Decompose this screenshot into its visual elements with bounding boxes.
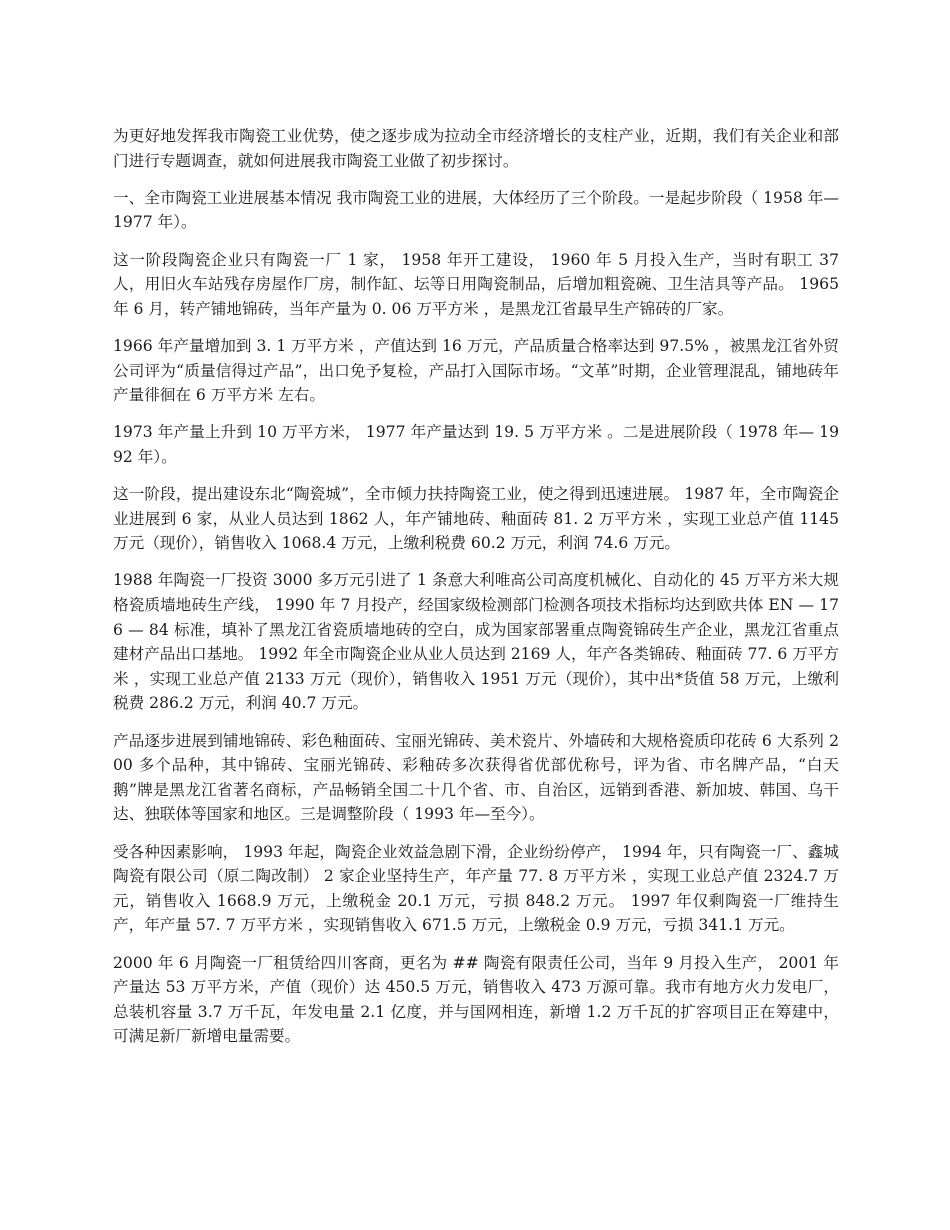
paragraph-stage-three: 受各种因素影响， 1993 年起，陶瓷企业效益急剧下滑，企业纷纷停产， 1994 年，只有陶瓷一厂、鑫城陶瓷有限公司（原二陶改制） 2 家企业坚持生产，年产量 77. 8 万平方米 ，实现工业总产值 2324.7 万元，销售收入 1668.9 万元，上缴税金 20.1 万元，亏损 848.2 万元。 1997 年仅剩陶瓷一厂维持生产，年产量 57. 7 万平方米 ，实现销售收入 671.5 万元，上缴税金 0.9 万元，亏损 341.1 万元。: [113, 842, 839, 935]
paragraph-stage-one: 这一阶段陶瓷企业只有陶瓷一厂 1 家， 1958 年开工建设， 1960 年 5 月投入生产，当时有职工 37 人，用旧火车站残存房屋作厂房，制作缸、坛等日用陶瓷制品，后增加粗瓷碗、卫生洁具等产品。 1965 年 6 月，转产铺地锦砖，当年产量为 0. 06 万平方米 ，是黑龙江省最早生产锦砖的厂家。: [113, 250, 839, 318]
document-body: [113, 124, 839, 1062]
paragraph-products: 产品逐步进展到铺地锦砖、彩色釉面砖、宝丽光锦砖、美术瓷片、外墙砖和大规格瓷质印花砖 6 大系列 200 多个品种，其中锦砖、宝丽光锦砖、彩釉砖多次获得省优部优称号，评为省、市名牌产品，“白天鹅”牌是黑龙江省著名商标，产品畅销全国二十几个省、市、自治区，远销到香港、新加坡、韩国、乌干达、独联体等国家和地区。三是调整阶段（ 1993 年—至今）。: [113, 731, 839, 824]
paragraph-1988: 1988 年陶瓷一厂投资 3000 多万元引进了 1 条意大利唯高公司高度机械化、自动化的 45 万平方米大规格瓷质墙地砖生产线， 1990 年 7 月投产，经国家级检测部门检测各项技术指标均达到欧共体 EN — 176 — 84 标准，填补了黑龙江省瓷质墙地砖的空白，成为国家部署重点陶瓷锦砖生产企业，黑龙江省重点建材产品出口基地。 1992 年全市陶瓷企业从业人员达到 2169 人，年产各类锦砖、釉面砖 77. 6 万平方米 ，实现工业总产值 2133 万元（现价），销售收入 1951 万元（现价），其中出*货值 58 万元，上缴利税费 286.2 万元，利润 40.7 万元。: [113, 571, 839, 713]
paragraph-1966: 1966 年产量增加到 3. 1 万平方米 ，产值达到 16 万元，产品质量合格率达到 97.5% ，被黑龙江省外贸公司评为“质量信得过产品”，出口免予复检，产品打入国际市场。“文革”时期，企业管理混乱，铺地砖年产量徘徊在 6 万平方米 左右。: [113, 336, 839, 405]
paragraph-intro: 为更好地发挥我市陶瓷工业优势，使之逐步成为拉动全市经济增长的支柱产业，近期，我们有关企业和部门进行专题调查，就如何进展我市陶瓷工业做了初步探讨。: [113, 127, 839, 170]
paragraph-1973: 1973 年产量上升到 10 万平方米， 1977 年产量达到 19. 5 万平方米 。二是进展阶段（ 1978 年— 1992 年）。: [113, 423, 839, 466]
paragraph-section-heading: 一、全市陶瓷工业进展基本情况 我市陶瓷工业的进展，大体经历了三个阶段。一是起步阶段（ 1958 年— 1977 年）。: [113, 188, 839, 232]
paragraph-stage-two: 这一阶段，提出建设东北“陶瓷城”，全市倾力扶持陶瓷工业，使之得到迅速进展。 1987 年，全市陶瓷企业进展到 6 家，从业人员达到 1862 人，年产铺地砖、釉面砖 81. 2 万平方米 ，实现工业总产值 1145 万元（现价），销售收入 1068.4 万元，上缴利税费 60.2 万元，利润 74.6 万元。: [113, 485, 839, 553]
paragraph-2000: 2000 年 6 月陶瓷一厂租赁给四川客商，更名为 ## 陶瓷有限责任公司，当年 9 月投入生产， 2001 年产量达 53 万平方米，产值（现价）达 450.5 万元，销售收入 473 万源可靠。我市有地方火力发电厂，总装机容量 3.7 万千瓦，年发电量 2.1 亿度，并与国网相连，新增 1.2 万千瓦的扩容项目正在筹建中，可满足新厂新增电量需要。: [113, 953, 839, 1046]
